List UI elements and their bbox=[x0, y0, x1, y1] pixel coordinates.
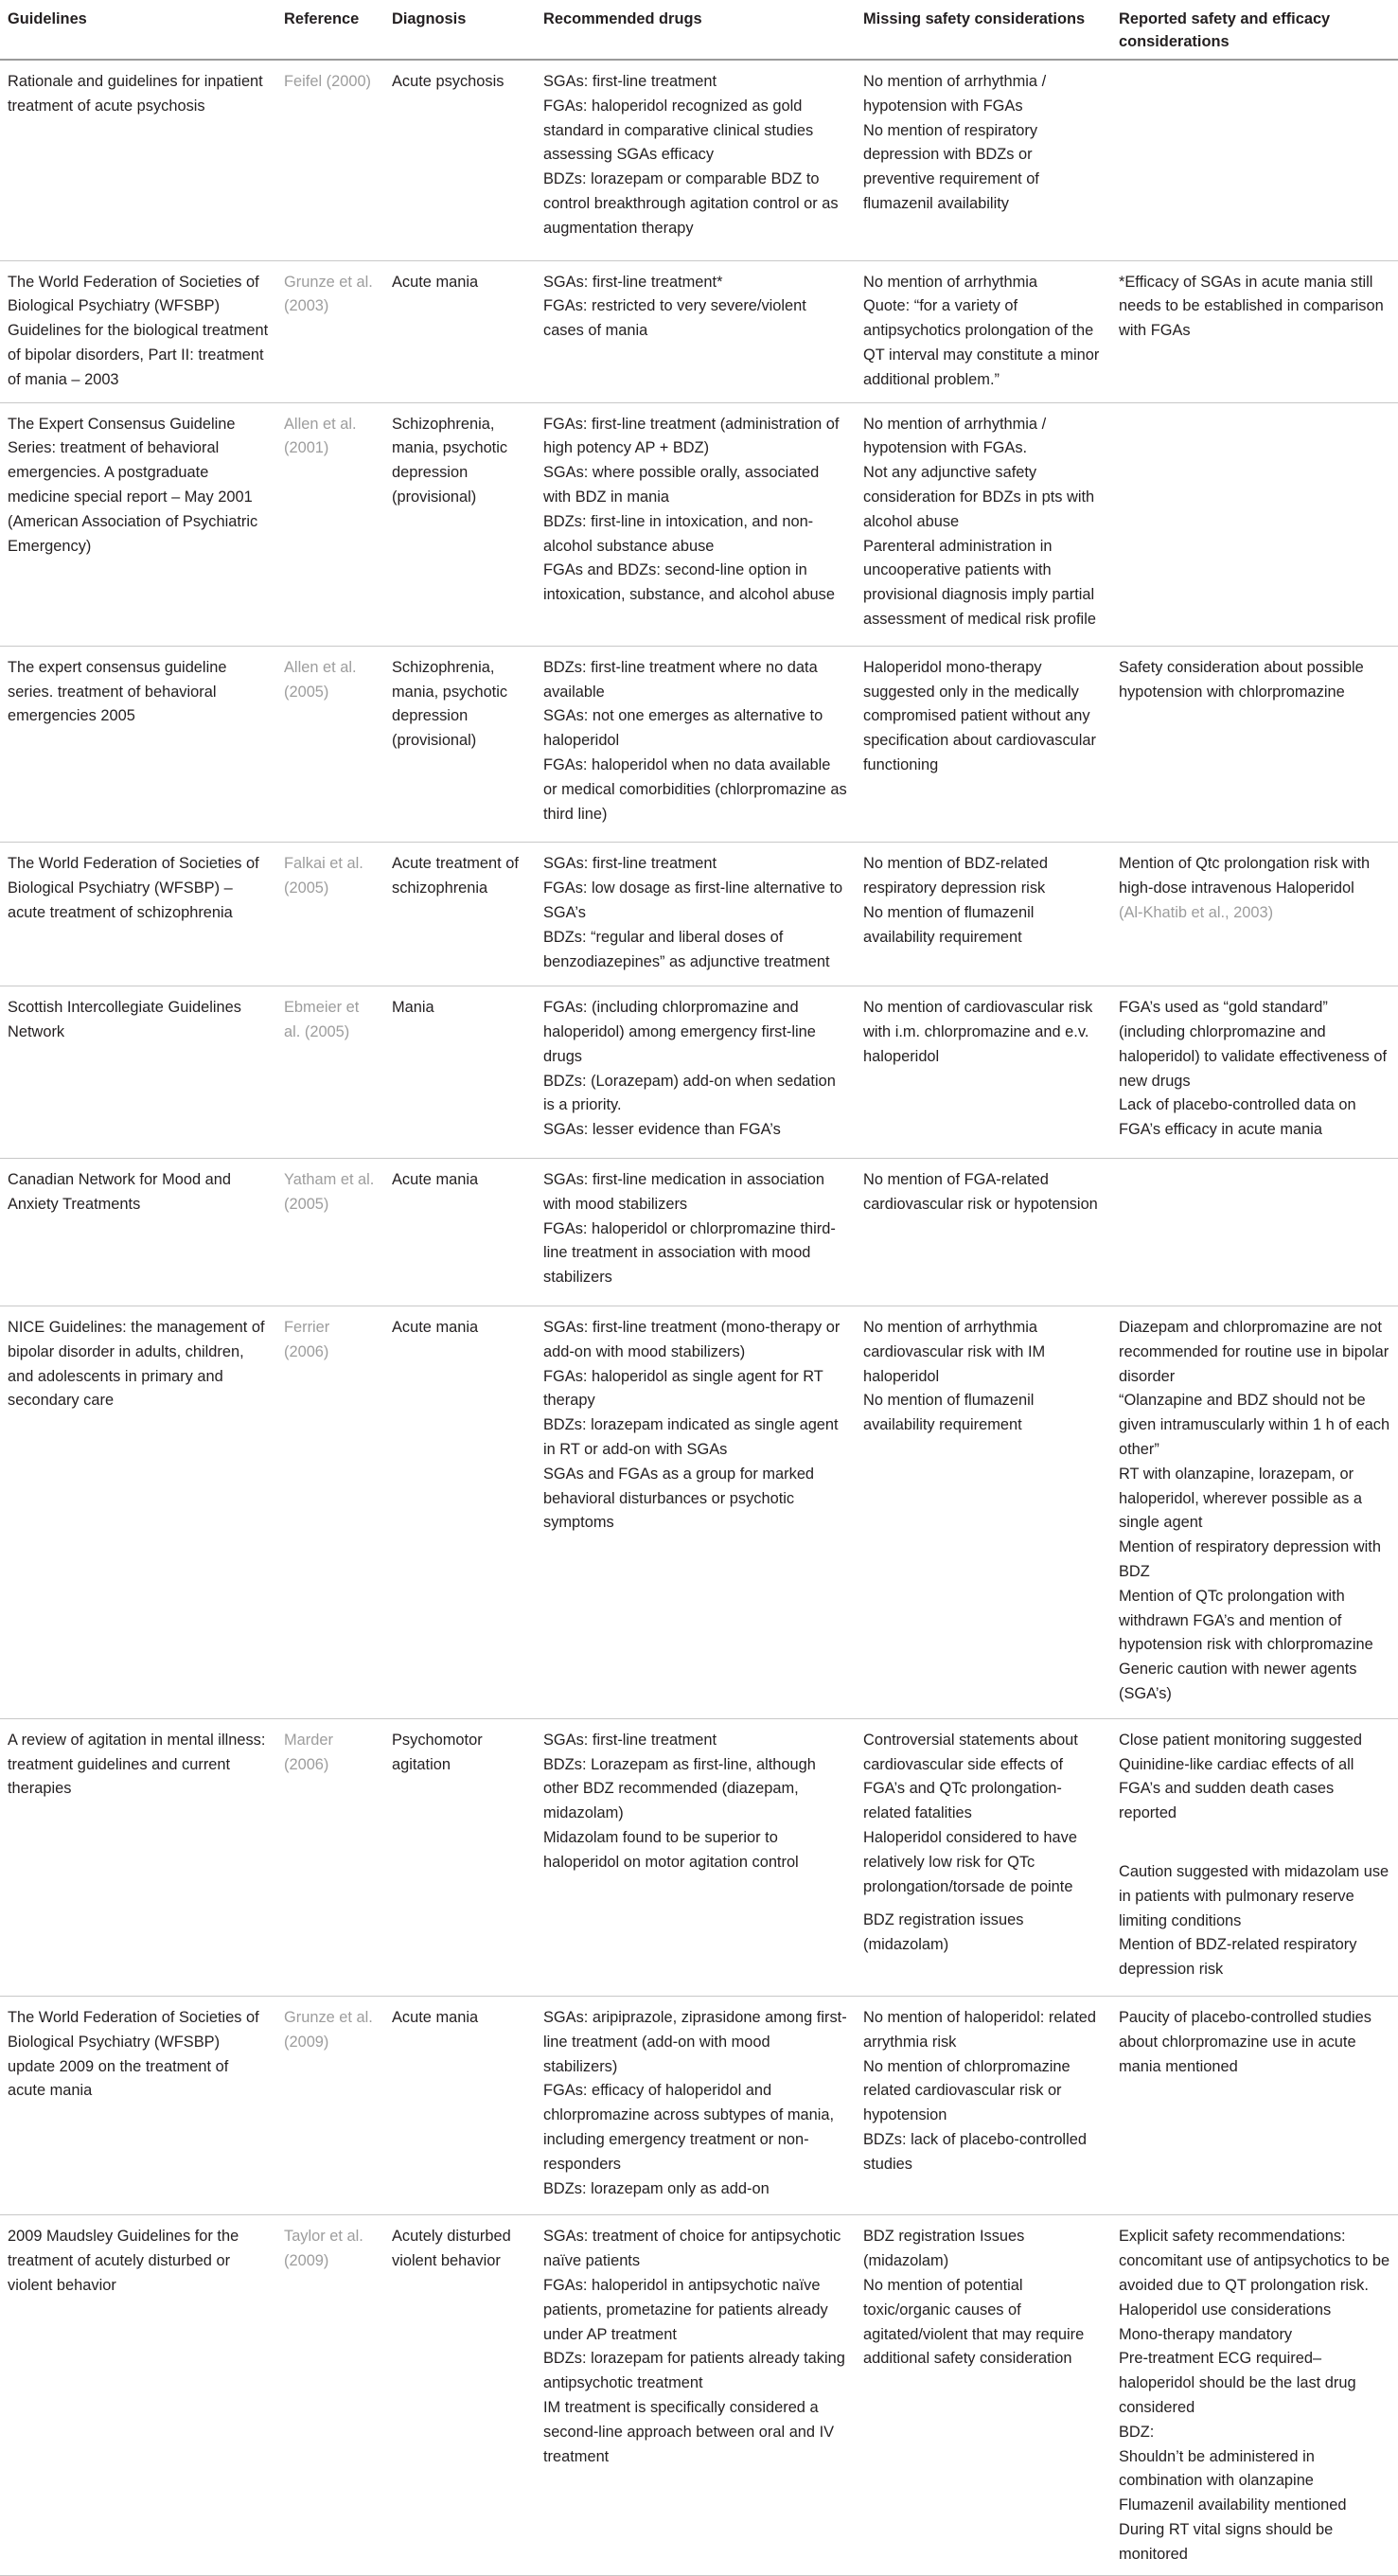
reported-cell bbox=[1111, 1718, 1398, 1996]
missing-cell bbox=[856, 260, 1111, 402]
guideline-cell bbox=[0, 402, 276, 646]
reported-line: *Efficacy of SGAs in acute mania still needs to be established in comparison with FGAs bbox=[1119, 273, 1384, 340]
missing-cell bbox=[856, 1159, 1111, 1306]
drug-line: SGAs and FGAs as a group for marked behavioral disturbances or psychotic symptoms bbox=[543, 1465, 815, 1532]
reported-line: Pre-treatment ECG required–haloperidol should be the last drug considered bbox=[1119, 2350, 1356, 2416]
reference-cell bbox=[276, 60, 384, 260]
drug-line: SGAs: where possible orally, associated with BDZ in mania bbox=[543, 464, 820, 506]
missing-line: No mention of arrhythmia / hypotension with FGAs bbox=[863, 73, 1047, 115]
reported-line: Flumazenil availability mentioned bbox=[1119, 2496, 1347, 2514]
drug-line: FGAs and BDZs: second-line option in intoxication, substance, and alcohol abuse bbox=[543, 561, 835, 604]
missing-line: BDZ registration issues (midazolam) bbox=[863, 1911, 1024, 1954]
drug-line: FGAs: low dosage as first-line alternative to SGA’s bbox=[543, 879, 843, 921]
reported-line: BDZ: bbox=[1119, 2423, 1155, 2441]
spacer bbox=[1119, 1826, 1390, 1860]
reference-cell bbox=[276, 2215, 384, 2575]
reported-line: Quinidine-like cardiac effects of all FGA’s and sudden death cases reported bbox=[1119, 1755, 1354, 1822]
drug-line: FGAs: restricted to very severe/violent cases of mania bbox=[543, 297, 806, 340]
table-row bbox=[0, 2215, 1398, 2575]
diagnosis-text: Acute mania bbox=[392, 1319, 479, 1337]
reference-citation: Marder (2006) bbox=[284, 1731, 333, 1773]
missing-line: No mention of arrhythmia cardiovascular risk with IM haloperidol bbox=[863, 1319, 1046, 1385]
drug-line: FGAs: haloperidol recognized as gold standard in comparative clinical studies assessing SGAs efficacy bbox=[543, 97, 814, 164]
reported-cell bbox=[1111, 986, 1398, 1159]
drug-line: BDZs: lorazepam only as add-on bbox=[543, 2179, 770, 2197]
drugs-cell bbox=[536, 402, 856, 646]
reported-line: Explicit safety recommendations: concomitant use of antipsychotics to be avoided due to QT prolongation risk. bbox=[1119, 2228, 1390, 2294]
diagnosis-text: Acute treatment of schizophrenia bbox=[392, 855, 519, 897]
missing-line: Not any adjunctive safety consideration for BDZs in pts with alcohol abuse bbox=[863, 464, 1095, 530]
missing-line: No mention of flumazenil availability requirement bbox=[863, 1392, 1035, 1434]
reported-line: Lack of placebo-controlled data on FGA’s efficacy in acute mania bbox=[1119, 1096, 1356, 1139]
missing-line: No mention of arrhythmia / hypotension with FGAs. bbox=[863, 415, 1047, 457]
drug-line: SGAs: aripiprazole, ziprasidone among first-line treatment (add-on with mood stabilizers) bbox=[543, 2008, 847, 2075]
reference-citation: Ebmeier et al. (2005) bbox=[284, 999, 360, 1041]
reference-cell bbox=[276, 402, 384, 646]
diagnosis-cell bbox=[384, 843, 536, 986]
reported-line: Shouldn’t be administered in combination with olanzapine bbox=[1119, 2447, 1315, 2490]
table-row bbox=[0, 986, 1398, 1159]
diagnosis-cell bbox=[384, 1996, 536, 2214]
missing-cell bbox=[856, 843, 1111, 986]
reference-citation: Taylor et al. (2009) bbox=[284, 2228, 363, 2270]
missing-line: Quote: “for a variety of antipsychotics prolongation of the QT interval may constitute a minor additional problem.” bbox=[863, 297, 1100, 388]
drug-line: FGAs: haloperidol in antipsychotic naïve patients, prometazine for patients already under AP treatment bbox=[543, 2276, 828, 2343]
missing-line: No mention of haloperidol: related arrythmia risk bbox=[863, 2008, 1097, 2051]
table-body bbox=[0, 60, 1398, 2575]
reference-cell bbox=[276, 260, 384, 402]
missing-line: No mention of FGA-related cardiovascular risk or hypotension bbox=[863, 1171, 1098, 1213]
missing-cell bbox=[856, 402, 1111, 646]
missing-line: No mention of flumazenil availability requirement bbox=[863, 903, 1035, 946]
drug-line: IM treatment is specifically considered a second-line approach between oral and IV treatment bbox=[543, 2398, 835, 2465]
reference-citation: Yatham et al. (2005) bbox=[284, 1171, 375, 1213]
header-missing-safety: Missing safety considerations bbox=[856, 0, 1111, 60]
diagnosis-text: Schizophrenia, mania, psychotic depression (provisional) bbox=[392, 658, 508, 750]
header-guidelines: Guidelines bbox=[0, 0, 276, 60]
drug-line: BDZs: (Lorazepam) add-on when sedation is a priority. bbox=[543, 1072, 836, 1114]
missing-cell bbox=[856, 646, 1111, 843]
drugs-cell bbox=[536, 986, 856, 1159]
reported-line: Mono-therapy mandatory bbox=[1119, 2325, 1293, 2343]
missing-cell bbox=[856, 60, 1111, 260]
drugs-cell bbox=[536, 646, 856, 843]
diagnosis-cell bbox=[384, 1306, 536, 1719]
reported-line: Paucity of placebo-controlled studies about chlorpromazine use in acute mania mentioned bbox=[1119, 2008, 1371, 2075]
missing-line: No mention of arrhythmia bbox=[863, 273, 1038, 291]
guideline-title: The World Federation of Societies of Biological Psychiatry (WFSBP) – acute treatment of schizophrenia bbox=[8, 855, 259, 921]
missing-cell bbox=[856, 1996, 1111, 2214]
reported-line: Haloperidol use considerations bbox=[1119, 2301, 1332, 2318]
diagnosis-cell bbox=[384, 646, 536, 843]
reported-cell bbox=[1111, 843, 1398, 986]
drug-line: FGAs: (including chlorpromazine and haloperidol) among emergency first-line drugs bbox=[543, 999, 816, 1065]
table-row bbox=[0, 260, 1398, 402]
drug-line: SGAs: treatment of choice for antipsychotic naïve patients bbox=[543, 2228, 841, 2270]
guideline-cell bbox=[0, 646, 276, 843]
missing-line: No mention of respiratory depression with BDZs or preventive requirement of flumazenil availability bbox=[863, 121, 1039, 212]
drug-line: BDZs: “regular and liberal doses of benzodiazepines” as adjunctive treatment bbox=[543, 928, 830, 970]
reference-citation: Allen et al. (2005) bbox=[284, 658, 357, 701]
guideline-cell bbox=[0, 60, 276, 260]
guideline-cell bbox=[0, 260, 276, 402]
guideline-title: Canadian Network for Mood and Anxiety Treatments bbox=[8, 1171, 231, 1213]
guideline-title: The expert consensus guideline series. treatment of behavioral emergencies 2005 bbox=[8, 658, 227, 725]
drugs-cell bbox=[536, 1996, 856, 2214]
table-row bbox=[0, 60, 1398, 260]
missing-line: No mention of potential toxic/organic causes of agitated/violent that may require additional safety consideration bbox=[863, 2276, 1085, 2368]
drugs-cell bbox=[536, 843, 856, 986]
guideline-title: The Expert Consensus Guideline Series: treatment of behavioral emergencies. A postgraduate medicine special report – May 2001 (American Association of Psychiatric Emergency) bbox=[8, 415, 258, 555]
guideline-cell bbox=[0, 2215, 276, 2575]
reference-cell bbox=[276, 646, 384, 843]
reference-citation: Allen et al. (2001) bbox=[284, 415, 357, 457]
diagnosis-cell bbox=[384, 402, 536, 646]
missing-line: No mention of chlorpromazine related cardiovascular risk or hypotension bbox=[863, 2057, 1071, 2124]
guideline-title: Scottish Intercollegiate Guidelines Network bbox=[8, 999, 241, 1041]
reference-cell bbox=[276, 1718, 384, 1996]
drug-line: BDZs: lorazepam indicated as single agent in RT or add-on with SGAs bbox=[543, 1416, 839, 1459]
reported-cell bbox=[1111, 1306, 1398, 1719]
drug-line: SGAs: first-line treatment bbox=[543, 73, 717, 90]
drug-line: BDZs: first-line treatment where no data available bbox=[543, 658, 818, 701]
reported-cell bbox=[1111, 60, 1398, 260]
reported-line: FGA’s used as “gold standard” (including chlorpromazine and haloperidol) to validate effectiveness of new drugs bbox=[1119, 999, 1388, 1090]
reported-line: Generic caution with newer agents (SGA’s) bbox=[1119, 1661, 1357, 1703]
drug-line: FGAs: first-line treatment (administration of high potency AP + BDZ) bbox=[543, 415, 840, 457]
reported-line: “Olanzapine and BDZ should not be given intramuscularly within 1 h of each other” bbox=[1119, 1392, 1390, 1459]
reported-cell bbox=[1111, 2215, 1398, 2575]
drug-line: Midazolam found to be superior to haloperidol on motor agitation control bbox=[543, 1829, 799, 1871]
missing-cell bbox=[856, 986, 1111, 1159]
drug-line: FGAs: haloperidol as single agent for RT therapy bbox=[543, 1367, 823, 1410]
reference-citation: Grunze et al. (2003) bbox=[284, 273, 373, 315]
table-header bbox=[0, 0, 1398, 60]
diagnosis-text: Psychomotor agitation bbox=[392, 1731, 483, 1773]
reported-line: Mention of Qtc prolongation risk with high-dose intravenous Haloperidol bbox=[1119, 855, 1371, 897]
diagnosis-text: Acute mania bbox=[392, 273, 479, 291]
drugs-cell bbox=[536, 1306, 856, 1719]
reference-cell bbox=[276, 986, 384, 1159]
drug-line: SGAs: first-line medication in association with mood stabilizers bbox=[543, 1171, 824, 1213]
missing-line: No mention of cardiovascular risk with i.m. chlorpromazine and e.v. haloperidol bbox=[863, 999, 1093, 1065]
guideline-cell bbox=[0, 1306, 276, 1719]
drug-line: SGAs: first-line treatment bbox=[543, 855, 717, 873]
reference-citation: Feifel (2000) bbox=[284, 73, 372, 90]
missing-line: No mention of BDZ-related respiratory depression risk bbox=[863, 855, 1048, 897]
diagnosis-text: Mania bbox=[392, 999, 434, 1017]
guideline-cell bbox=[0, 986, 276, 1159]
missing-cell bbox=[856, 2215, 1111, 2575]
diagnosis-cell bbox=[384, 1159, 536, 1306]
drug-line: BDZs: lorazepam or comparable BDZ to control breakthrough agitation control or as augmentation therapy bbox=[543, 170, 839, 237]
guideline-title: 2009 Maudsley Guidelines for the treatment of acutely disturbed or violent behavior bbox=[8, 2228, 239, 2294]
spacer bbox=[863, 1899, 1104, 1909]
reported-line: Close patient monitoring suggested bbox=[1119, 1731, 1362, 1749]
table-row bbox=[0, 646, 1398, 843]
table-row bbox=[0, 1718, 1398, 1996]
guideline-title: A review of agitation in mental illness: treatment guidelines and current therapies bbox=[8, 1731, 266, 1798]
diagnosis-text: Schizophrenia, mania, psychotic depression (provisional) bbox=[392, 415, 508, 506]
guideline-cell bbox=[0, 843, 276, 986]
header-row bbox=[0, 0, 1398, 60]
reference-citation: Grunze et al. (2009) bbox=[284, 2008, 373, 2051]
reported-line: Mention of QTc prolongation with withdrawn FGA’s and mention of hypotension risk with chlorpromazine bbox=[1119, 1587, 1373, 1654]
reported-cell bbox=[1111, 1159, 1398, 1306]
reference-cell bbox=[276, 1159, 384, 1306]
drugs-cell bbox=[536, 60, 856, 260]
guideline-title: The World Federation of Societies of Biological Psychiatry (WFSBP) Guidelines for the biological treatment of bipolar disorders, Part II: treatment of mania – 2003 bbox=[8, 273, 269, 388]
reported-cell bbox=[1111, 646, 1398, 843]
header-reported-safety: Reported safety and efficacy considerations bbox=[1111, 0, 1398, 60]
diagnosis-text: Acute mania bbox=[392, 1171, 479, 1189]
drug-line: SGAs: first-line treatment (mono-therapy or add-on with mood stabilizers) bbox=[543, 1319, 841, 1360]
reported-cell bbox=[1111, 260, 1398, 402]
diagnosis-cell bbox=[384, 260, 536, 402]
table-row bbox=[0, 1996, 1398, 2214]
diagnosis-cell bbox=[384, 60, 536, 260]
reference-cell bbox=[276, 1996, 384, 2214]
reported-citation: (Al-Khatib et al., 2003) bbox=[1119, 903, 1274, 921]
guideline-cell bbox=[0, 1159, 276, 1306]
header-reference: Reference bbox=[276, 0, 384, 60]
drugs-cell bbox=[536, 1159, 856, 1306]
header-diagnosis: Diagnosis bbox=[384, 0, 536, 60]
guideline-cell bbox=[0, 1718, 276, 1996]
drugs-cell bbox=[536, 260, 856, 402]
table-row bbox=[0, 843, 1398, 986]
reported-line: Caution suggested with midazolam use in patients with pulmonary reserve limiting conditions bbox=[1119, 1863, 1389, 1929]
missing-cell bbox=[856, 1306, 1111, 1719]
reported-cell bbox=[1111, 402, 1398, 646]
drugs-cell bbox=[536, 1718, 856, 1996]
missing-line: Parenteral administration in uncooperative patients with provisional diagnosis imply partial assessment of medical risk profile bbox=[863, 537, 1096, 628]
drug-line: SGAs: first-line treatment* bbox=[543, 273, 723, 291]
drug-line: SGAs: lesser evidence than FGA’s bbox=[543, 1121, 781, 1139]
reported-line: RT with olanzapine, lorazepam, or haloperidol, wherever possible as a single agent bbox=[1119, 1465, 1362, 1532]
diagnosis-cell bbox=[384, 1718, 536, 1996]
table-row bbox=[0, 1159, 1398, 1306]
diagnosis-text: Acutely disturbed violent behavior bbox=[392, 2228, 511, 2270]
reported-line: Safety consideration about possible hypotension with chlorpromazine bbox=[1119, 658, 1364, 701]
missing-line: Haloperidol mono-therapy suggested only in the medically compromised patient without any specification about cardiovascular functioning bbox=[863, 658, 1096, 773]
reference-citation: Falkai et al. (2005) bbox=[284, 855, 363, 897]
drug-line: BDZs: Lorazepam as first-line, although other BDZ recommended (diazepam, midazolam) bbox=[543, 1755, 816, 1822]
reported-line: During RT vital signs should be monitored bbox=[1119, 2520, 1334, 2563]
drug-line: SGAs: not one emerges as alternative to haloperidol bbox=[543, 707, 823, 750]
drug-line: FGAs: haloperidol or chlorpromazine third-line treatment in association with mood stabilizers bbox=[543, 1219, 836, 1287]
reported-line: Mention of respiratory depression with BDZ bbox=[1119, 1538, 1381, 1581]
drug-line: BDZs: first-line in intoxication, and non-alcohol substance abuse bbox=[543, 512, 814, 555]
diagnosis-cell bbox=[384, 986, 536, 1159]
table-row bbox=[0, 402, 1398, 646]
diagnosis-text: Acute psychosis bbox=[392, 73, 504, 90]
drug-line: BDZs: lorazepam for patients already taking antipsychotic treatment bbox=[543, 2350, 845, 2392]
drug-line: SGAs: first-line treatment bbox=[543, 1731, 717, 1749]
reported-line: Mention of BDZ-related respiratory depression risk bbox=[1119, 1936, 1357, 1979]
diagnosis-text: Acute mania bbox=[392, 2008, 479, 2026]
reference-cell bbox=[276, 843, 384, 986]
guideline-title: Rationale and guidelines for inpatient treatment of acute psychosis bbox=[8, 73, 263, 115]
missing-line: Controversial statements about cardiovascular side effects of FGA’s and QTc prolongation-related fatalities bbox=[863, 1731, 1078, 1822]
table-row bbox=[0, 1306, 1398, 1719]
reference-cell bbox=[276, 1306, 384, 1719]
missing-cell bbox=[856, 1718, 1111, 1996]
guideline-cell bbox=[0, 1996, 276, 2214]
reported-line: Diazepam and chlorpromazine are not recommended for routine use in bipolar disorder bbox=[1119, 1319, 1389, 1385]
missing-line: BDZs: lack of placebo-controlled studies bbox=[863, 2130, 1087, 2173]
guideline-title: The World Federation of Societies of Biological Psychiatry (WFSBP) update 2009 on the treatment of acute mania bbox=[8, 2008, 259, 2100]
drugs-cell bbox=[536, 2215, 856, 2575]
reference-citation: Ferrier (2006) bbox=[284, 1319, 330, 1360]
drug-line: FGAs: efficacy of haloperidol and chlorpromazine across subtypes of mania, including emergency treatment or non-responders bbox=[543, 2082, 835, 2173]
missing-line: BDZ registration Issues (midazolam) bbox=[863, 2228, 1025, 2270]
header-recommended-drugs: Recommended drugs bbox=[536, 0, 856, 60]
reported-cell bbox=[1111, 1996, 1398, 2214]
drug-line: FGAs: haloperidol when no data available or medical comorbidities (chlorpromazine as third line) bbox=[543, 755, 847, 823]
diagnosis-cell bbox=[384, 2215, 536, 2575]
guideline-title: NICE Guidelines: the management of bipolar disorder in adults, children, and adolescents in primary and secondary care bbox=[8, 1319, 265, 1410]
missing-line: Haloperidol considered to have relatively low risk for QTc prolongation/torsade de pointe bbox=[863, 1829, 1077, 1895]
